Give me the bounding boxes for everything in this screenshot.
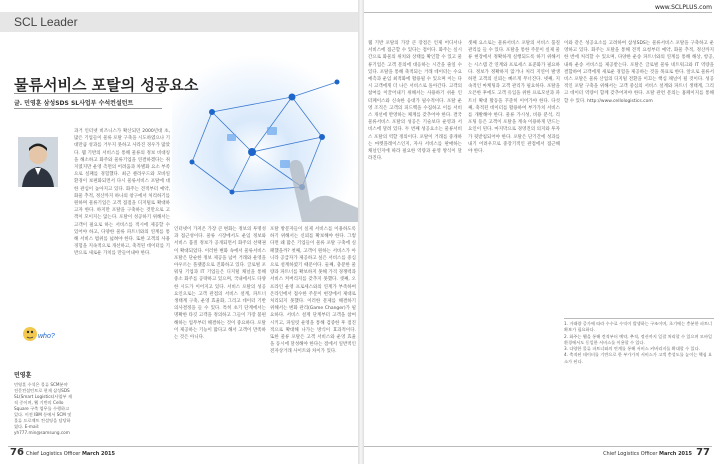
footer-rule-left	[8, 446, 358, 447]
publication-name: Chief Logistics Officer	[603, 451, 658, 457]
byline-rule	[14, 108, 162, 109]
issue-date: March 2015	[659, 451, 692, 457]
page-number-right: 77	[696, 447, 710, 458]
publication-name: Chief Logistics Officer	[26, 451, 81, 457]
body-column-4: 웹 기반 포탈의 가장 큰 장점은 언제 어디서나 서비스에 접근할 수 있다는 점이다. 화주는 실시간으로 화물의 위치와 상태를 확인할 수 있고 물류기업은 고객 문의에 대응하는 시간을 줄일 수 있다. 포탈을 통해 축적되는 거래 데이터는 수요 예측과 운임 최적화에 활용될 수 있으며 이는 다시 고객에게 더 나은 서비스로 돌아간다. 고객의 참여를 이끌어내기 위해서는 사용하기 쉬운 인터페이스와 신속한 응대가 필수적이다. 포탈 운영 조직은 고객의 피드백을 수집하고 이를 서비스 개선에 반영하는 체계를 갖추어야 한다. 결국 물류서비스 포탈의 성공은 기술보다 운영과 서비스에 달려 있다. 두 번째 성공요소는 물류서비스 포탈의 역할 정의이다. 포탈이 거래를 중개하는 마켓플레이스인지, 자사 서비스를 판매하는 채널인지에 따라 필요한 역량과 운영 방식이 달라진다.	[368, 41, 462, 162]
footnote-item: 2. 화주는 웹을 통해 견적부터 예약, 추적, 정산까지 일괄 처리할 수 있으며 모바일 환경에서도 동일한 서비스를 이용할 수 있다.	[564, 333, 713, 345]
hero-illustration	[172, 42, 358, 222]
page-number-left: 76	[10, 447, 24, 458]
footnote-item: 4. 축적된 데이터를 기반으로 한 부가가치 서비스가 고객 충성도를 높이는 핵심 요소가 된다.	[564, 352, 713, 364]
hero-image	[172, 42, 358, 222]
author-info	[14, 370, 72, 436]
author-name: 민영훈	[14, 372, 32, 379]
body-column-3: 포탈 방문자들이 실제 서비스를 이용하도록 하기 위해서는 신뢰를 확보해야 한다. 그렇다면 왜 많은 기업들이 물류 포탈 구축에 실패했을까? 첫째, 고객이 원하는 서비스가 아니라 공급자가 제공하고 싶은 서비스를 중심으로 설계하였기 때문이다. 둘째, 충분한 물량과 파트너를 확보하지 못해 가격 경쟁력과 서비스 커버리지를 갖추지 못했다. 셋째, 오프라인 운영 프로세스와의 연계가 부족하여 온라인에서 접수한 주문이 현장에서 제대로 처리되지 못했다. 이러한 문제를 해결하기 위해서는 변화 관리(Game Changer)가 필요하다. 서비스 설계 단계부터 고객을 참여시키고, 파일럿 운영을 통해 검증한 후 점진적으로 확대해 나가는 방식이 효과적이다. 또한 물류 포탈은 고객 서비스와 운영 효율을 동시에 달성해야 한다는 점에서 일반적인 전자상거래 사이트와 차이가 있다.	[270, 227, 356, 355]
footnote-item: 3. 다양한 물류 파트너와의 연계를 통해 서비스 커버리지를 확대할 수 있다.	[564, 346, 700, 352]
title-rule	[14, 93, 162, 94]
page-gutter	[358, 0, 364, 464]
top-rule	[364, 12, 712, 13]
author-photo	[18, 137, 58, 187]
who-badge-icon	[20, 322, 55, 348]
section-label: SCL Leader	[14, 15, 78, 29]
site-url: www.SCLPLUS.com	[654, 4, 712, 11]
footer-publication-left	[26, 451, 115, 457]
svg-text:who?: who?	[38, 333, 55, 340]
body-column-1: 과거 인터넷 비즈니스가 확산되던 2000년대 초, 많은 기업들이 물류 포탈 구축을 시도하였으나 기대만큼 성과를 거두지 못하고 사라진 경우가 많았다. 웹 기반의 서비스를 통해 물류의 정보 비대칭을 해소하고 화주와 물류기업을 연결하겠다는 취지였지만 운영 측면의 어려움과 차별화 요소 부족으로 실패를 경험했다. 최근 클라우드와 모바일 환경이 보편화되면서 다시 물류서비스 포탈에 대한 관심이 높아지고 있다. 화주는 견적부터 예약, 화물 추적, 정산까지 하나의 창구에서 처리하기를 원하며 물류기업은 고객 접점을 디지털로 확대하고자 한다. 하지만 포탈을 구축하는 것만으로 고객이 모이지는 않는다. 포탈이 성공하기 위해서는 고객이 필요로 하는 서비스를 적시에 제공할 수 있어야 하고, 다양한 물류 파트너와의 연계를 통해 서비스 범위를 넓혀야 한다. 또한 고객의 사용 경험을 지속적으로 개선하고, 축적된 데이터를 기반으로 새로운 가치를 만들어내야 한다.	[74, 129, 170, 257]
issue-date: March 2015	[81, 451, 115, 457]
article-byline: 글. 민영훈 삼성SDS SL사업부 수석컨설턴트	[14, 100, 134, 107]
author-bio: 민영훈 수석은 물류 SCM분야 전문컨설턴트로 현재 삼성SDS SL(Smart Logistics)사업부 재직 중이며, 웹 기반의 Cello Square 구축 업무를 수행하고 있다. 이전 IBM 등에서 SCM 및 물류 프로젝트 컨설팅을 담당하였다. E-mail: yh777.min@samsung.com	[14, 382, 72, 435]
footer-publication-right	[603, 451, 692, 457]
footnote-item: 1. 거래량 증가에 따라 수수료 수익이 발생하는 구조이며, 초기에는 충분한 파트너 확보가 필요하다.	[564, 321, 713, 333]
footnotes	[564, 318, 714, 430]
body-column-5: 셋째 요소로는 물류서비스 포탈의 서비스 품질 관리를 들 수 있다. 포탈을 통한 주문이 실제 물류 현장에서 정확하게 실행되도록 하기 위해서는 시스템 간 연계와 프로세스 표준화가 필요하다. 정보가 정확하지 않거나 처리 지연이 발생하면 고객의 신뢰는 빠르게 무너진다. 넷째, 지속적인 마케팅과 고객 관리가 필요하다. 포탈을 오픈한 후에도 고객 유입을 위한 프로모션과 파트너 확대 활동을 꾸준히 이어가야 한다. 다섯째, 축적된 데이터를 활용하여 부가가치 서비스를 개발해야 한다. 물류 가시성, 비용 분석, 리포팅 등은 고객이 포탈을 계속 이용하게 만드는 요인이 된다. 마지막으로 경영진의 의지와 투자가 뒷받침되어야 한다. 포탈은 단기간에 성과를 내기 어려우므로 중장기적인 관점에서 접근해야 한다.	[468, 41, 560, 155]
body-column-2: 인터넷이 가져온 가장 큰 변화는 정보의 투명성과 접근성이다. 물류 시장에서도 운임 정보와 서비스 품질 정보가 공개되면서 화주의 선택권이 확대되었다. 이러한 변화 속에서 물류서비스 포탈은 단순한 정보 제공을 넘어 거래와 운영을 아우르는 플랫폼으로 진화하고 있다. 글로벌 포워딩 기업과 IT 기업들은 디지털 채널을 통해 중소 화주를 공략하고 있으며, 국내에서도 다양한 시도가 이어지고 있다. 서비스 포탈의 성공 요인으로는 고객 관점의 서비스 설계, 파트너 생태계 구축, 운영 효율화, 그리고 데이터 기반 의사결정을 들 수 있다. 특히 초기 단계에서는 명확한 타깃 고객을 정의하고 그들이 가장 불편해하는 업무부터 해결하는 것이 중요하다. 포탈이 제공하는 기능이 많다고 해서 고객이 만족하는 것은 아니다.	[174, 227, 266, 341]
body-column-6: 이와 같은 성공요소를 고려하여 삼성SDS는 물류서비스 포탈을 구축하고 운영하고 있다. 화주는 포탈을 통해 견적 요청부터 예약, 화물 추적, 정산까지 한 번에 처리할 수 있으며, 다양한 운송 파트너와의 연계를 통해 해상, 항공, 내륙 운송 서비스를 제공받는다. 포탈은 글로벌 물류 네트워크와 IT 역량을 결합하여 고객에게 새로운 경험을 제공하는 것을 목표로 한다. 앞으로 물류서비스 포탈은 물류 산업의 디지털 전환을 이끄는 핵심 채널이 될 것이다. 성공적인 포탈 구축을 위해서는 고객 중심의 서비스 설계와 파트너 생태계, 그리고 데이터 역량이 함께 갖추어져야 한다. 포탈 관련 문의는 홈페이지를 통해 할 수 있다. http://www.cellologistics.com	[564, 41, 714, 104]
footer-rule-right	[364, 446, 712, 447]
article-title: 물류서비스 포탈의 성공요소	[14, 76, 199, 94]
